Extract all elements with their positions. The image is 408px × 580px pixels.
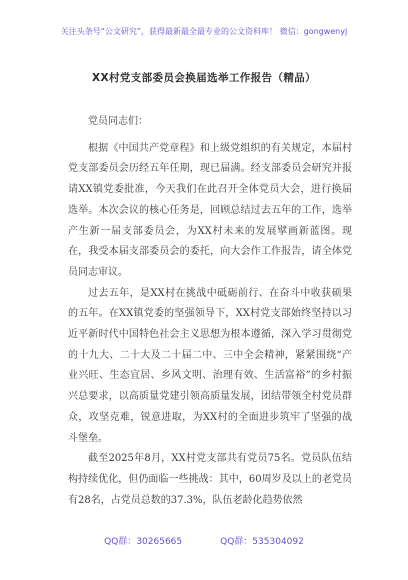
- qq-group-1-label: QQ群：: [104, 537, 137, 547]
- qq-group-2-number: 535304092: [252, 537, 304, 547]
- qq-group-2-label: QQ群：: [220, 537, 253, 547]
- paragraph-3: 截至2025年8月，XX村党支部共有党员75名。党员队伍结构持续优化，但仍面临一些挑战：其中，60周岁及以上的老党员有28名，占党员总数的37.3%，队伍老龄化趋势依然: [68, 453, 352, 506]
- salutation: 党员同志们：: [88, 116, 148, 127]
- document-body: [68, 112, 352, 511]
- paragraph-2: 过去五年，是XX村在挑战中砥砺前行、在奋斗中收获硕果的五年。在XX镇党委的坚强领导下，XX村党支部始终坚持以习近平新时代中国特色社会主义思想为根本遵循，深入学习贯彻党的十九大、二十大及二十届二中、三中全会精神，紧紧围绕“产业兴旺、生态宜居、乡风文明、治理有效、生活富裕”的乡村振兴总要求，以高质量党建引领高质量发展，团结带领全村党员群众，攻坚克难，锐意进取，为XX村的全面进步筑牢了坚强的战斗堡垒。: [68, 287, 352, 444]
- paragraph-1: 根据《中国共产党章程》和上级党组织的有关规定，本届村党支部委员会历经五年任期，现已届满。经支部委员会研究并报请XX镇党委批准，今天我们在此召开全体党员大会，进行换届选举。本次会议的核心任务是，回顾总结过去五年的工作，选举产生新一届支部委员会，为XX村未来的发展擘画新蓝图。现在，我受本届支部委员会的委托，向大会作工作报告，请全体党员同志审议。: [68, 142, 352, 278]
- document-title: XX村党支部委员会换届选举工作报告（精品）: [91, 72, 317, 84]
- header-promo-text: 关注头条号“公文研究”，获得最新最全最专业的公文资料库！ 微信：gongwenyj: [60, 27, 348, 36]
- qq-group-1-number: 30265665: [136, 537, 183, 547]
- footer-contacts: [0, 534, 408, 547]
